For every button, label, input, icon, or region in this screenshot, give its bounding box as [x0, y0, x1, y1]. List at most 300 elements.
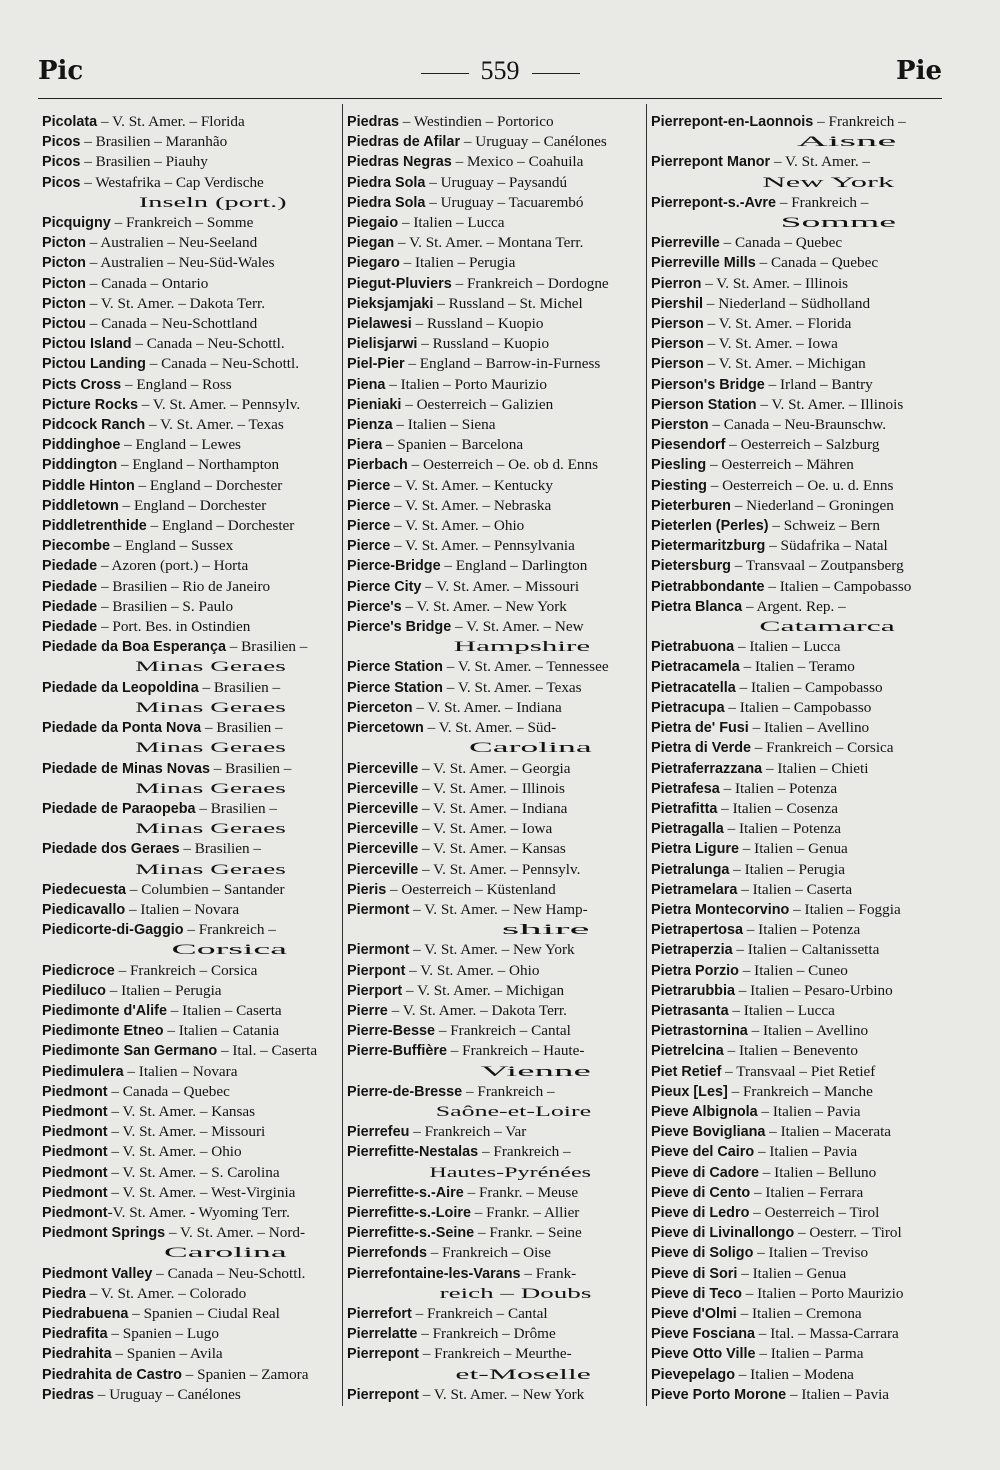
location-details: – Italien – Catania: [163, 1022, 280, 1040]
entry-continuation: Carolina: [163, 1244, 287, 1262]
gazetteer-entry: [347, 1243, 643, 1263]
gazetteer-entry: [42, 253, 338, 273]
place-name: Piddle Hinton: [42, 477, 135, 494]
location-details: – V. St. Amer. – Süd-: [423, 719, 557, 737]
place-name: Piedicroce: [42, 962, 115, 979]
place-name: Pievepelago: [651, 1366, 735, 1383]
place-name: Picton: [42, 255, 86, 272]
gazetteer-entry: [42, 880, 338, 900]
location-details: – Frankreich – Drôme: [417, 1325, 556, 1343]
place-name: Pierpont: [347, 962, 406, 979]
place-name: Piedade: [42, 619, 98, 636]
place-name: Pierrelatte: [347, 1326, 418, 1343]
location-details: – Brasilien –: [209, 759, 292, 777]
location-details: – Oesterreich – Mähren: [706, 456, 854, 474]
location-details: – England – Sussex: [109, 537, 234, 555]
place-name: Pictou: [42, 316, 86, 333]
location-details: – Frankreich –: [776, 193, 869, 211]
location-details: – Oesterreich – Tirol: [749, 1203, 880, 1221]
location-details: – V. St. Amer. – Nord-: [165, 1224, 306, 1242]
place-name: Pieve d'Olmi: [651, 1305, 737, 1322]
gazetteer-entry: [347, 779, 643, 799]
location-details: – Port. Bes. in Ostindien: [97, 618, 251, 636]
gazetteer-entry: [42, 839, 338, 859]
location-details: – V. St. Amer. – Iowa: [703, 335, 838, 353]
gazetteer-entry: [651, 961, 947, 981]
place-name: Piedmont: [42, 1164, 108, 1181]
column-1: [42, 112, 338, 1405]
entry-continuation: Inseln (port.): [138, 193, 287, 211]
gazetteer-entry: [42, 1304, 338, 1324]
gazetteer-entry: [651, 900, 947, 920]
location-details: – Frankreich – Var: [409, 1123, 527, 1141]
location-details: – Frankr. – Allier: [470, 1203, 580, 1221]
location-details: – Italien – Benevento: [723, 1042, 858, 1060]
location-details: – Frankreich – Manche: [727, 1082, 873, 1100]
location-details: – Ital. – Caserta: [217, 1042, 318, 1060]
location-details: – V. St. Amer. – Illinois: [701, 274, 849, 292]
place-name: Pietra Blanca: [651, 598, 743, 615]
location-details: – Italien – Campobasso: [724, 698, 872, 716]
location-details: – Mexico – Coahuila: [451, 153, 584, 171]
location-details: – V. St. Amer. – Nebraska: [390, 496, 552, 514]
gazetteer-entry: [42, 112, 338, 132]
gazetteer-entry: [347, 233, 643, 253]
gazetteer-entry: [651, 637, 947, 657]
location-details: – Italien – Lucca: [728, 1001, 835, 1019]
place-name: Piedmont: [42, 1083, 108, 1100]
place-name: Piedras: [347, 114, 399, 130]
gazetteer-entry: [347, 152, 643, 172]
location-details: – V. St. Amer. – New: [451, 618, 584, 636]
entry-continuation: Vienne: [480, 1062, 591, 1080]
gazetteer-entry: [42, 314, 338, 334]
place-name: Picolata: [42, 114, 98, 130]
gazetteer-entry: [42, 1223, 338, 1243]
gazetteer-entry: [42, 900, 338, 920]
place-name: Picos: [42, 134, 81, 151]
location-details: – V. St. Amer. – Indiana: [418, 799, 568, 817]
location-details: – Irland – Bantry: [764, 375, 873, 393]
place-name: Pierre-de-Bresse: [347, 1083, 463, 1100]
gazetteer-entry: [42, 152, 338, 172]
location-details: – Frankreich – Somme: [110, 214, 254, 232]
gazetteer-entry: [651, 1142, 947, 1162]
gazetteer-entry: [347, 395, 643, 415]
gazetteer-entry: [42, 1284, 338, 1304]
gazetteer-entry: [42, 1365, 338, 1385]
place-name: Pielawesi: [347, 316, 412, 333]
place-name: Piddinghoe: [42, 437, 121, 454]
gazetteer-entry: [347, 1041, 643, 1061]
place-name: Piedade de Minas Novas: [42, 760, 210, 777]
gazetteer-entry: [42, 294, 338, 314]
location-details: – Italien – Siena: [392, 416, 496, 434]
place-name: Piedimulera: [42, 1063, 124, 1080]
gazetteer-entry: [42, 577, 338, 597]
gazetteer-entry: [42, 1062, 338, 1082]
location-details: – Uruguay – Paysandú: [425, 173, 568, 191]
location-details: – V. St. Amer. – Pennsylv.: [137, 395, 301, 413]
gazetteer-entry: [347, 597, 643, 617]
place-name: Pierrefort: [347, 1305, 412, 1322]
place-name: Pieve Fosciana: [651, 1326, 755, 1343]
place-name: Piedade da Leopoldina: [42, 679, 199, 696]
gazetteer-entry: [42, 1183, 338, 1203]
gazetteer-entry: [651, 698, 947, 718]
place-name: Pietracamela: [651, 659, 740, 676]
place-name: Pierrefitte-Nestalas: [347, 1144, 479, 1161]
gazetteer-entry: [42, 375, 338, 395]
gazetteer-entry: [651, 577, 947, 597]
place-name: Piera: [347, 437, 383, 454]
entry-continuation: Minas Geraes: [135, 779, 286, 797]
gazetteer-entry: [651, 152, 947, 172]
location-details: – Ital. – Massa-Carrara: [755, 1325, 899, 1343]
gazetteer-entry: [347, 880, 643, 900]
place-name: Piershil: [651, 295, 703, 312]
gazetteer-entry: [347, 496, 643, 516]
entry-continuation: Aisne: [796, 133, 897, 151]
gazetteer-entry: [651, 334, 947, 354]
gazetteer-entry: [347, 536, 643, 556]
place-name: Pietraferrazzana: [651, 760, 763, 777]
place-name: Pierce: [347, 477, 391, 494]
place-name: Pierceville: [347, 861, 419, 878]
location-details: – Italien – Potenza: [723, 820, 842, 838]
column-3: [651, 112, 947, 1405]
location-details: – Frankreich –: [462, 1082, 555, 1100]
gazetteer-entry: [42, 637, 338, 657]
entry-continuation: et-Moselle: [455, 1365, 591, 1383]
gazetteer-entry: [42, 1385, 338, 1405]
gazetteer-entry: [651, 738, 947, 758]
place-name: Pieve del Cairo: [651, 1144, 755, 1161]
gazetteer-entry: [42, 1122, 338, 1142]
gazetteer-entry: [347, 132, 643, 152]
location-details: – Oesterreich – Galizien: [401, 395, 554, 413]
gazetteer-entry: [347, 759, 643, 779]
gazetteer-entry: [42, 334, 338, 354]
place-name: Piedmont: [42, 1103, 108, 1120]
gazetteer-entry: [651, 455, 947, 475]
location-details: – Italien – Perugia: [729, 860, 845, 878]
place-name: Pieve di Cento: [651, 1184, 751, 1201]
location-details: – Canada – Neu-Schottland: [85, 315, 258, 333]
place-name: Pietrelcina: [651, 1043, 724, 1060]
location-details: – Oesterreich – Salzburg: [725, 436, 880, 454]
gazetteer-entry: [651, 294, 947, 314]
location-details: – Niederland – Südholland: [703, 294, 871, 312]
running-head-right: Pie: [896, 56, 942, 86]
location-details: – Italien – Cuneo: [738, 961, 848, 979]
gazetteer-entry: [651, 799, 947, 819]
location-details: – England – Dorchester: [146, 517, 295, 535]
location-details: – Italien – Caserta: [737, 880, 853, 898]
gazetteer-entry: [347, 1082, 643, 1102]
gazetteer-entry: [42, 617, 338, 637]
gazetteer-entry: [651, 839, 947, 859]
place-name: Pieve di Soligo: [651, 1245, 754, 1262]
gazetteer-entry: [651, 860, 947, 880]
gazetteer-entry: [651, 1203, 947, 1223]
gazetteer-entry: [42, 759, 338, 779]
place-name: Piedade dos Geraes: [42, 841, 180, 858]
place-name: Pieris: [347, 881, 387, 898]
place-name: Pietramelara: [651, 881, 738, 898]
gazetteer-entry: [347, 1344, 643, 1364]
place-name: Pieterburen: [651, 497, 731, 514]
location-details: – Italien – Porto Maurizio: [741, 1284, 904, 1302]
gazetteer-entry: [651, 1041, 947, 1061]
location-details: – Frankr. – Meuse: [463, 1183, 579, 1201]
location-details: – Italien – Novara: [123, 1062, 238, 1080]
gazetteer-entry: [651, 496, 947, 516]
gazetteer-entry: [347, 860, 643, 880]
gazetteer-entry: [651, 1062, 947, 1082]
location-details: – Italien – Ferrara: [750, 1183, 864, 1201]
gazetteer-entry: [347, 617, 643, 637]
place-name: Piecombe: [42, 538, 110, 555]
gazetteer-entry: [347, 193, 643, 213]
location-details: – Italien – Genua: [737, 1264, 847, 1282]
entry-continuation: Catamarca: [759, 618, 895, 636]
place-name: Pietrafesa: [651, 780, 720, 797]
place-name: Pietra di Verde: [651, 740, 751, 757]
gazetteer-entry: [347, 476, 643, 496]
gazetteer-entry: [42, 516, 338, 536]
gazetteer-entry: [347, 819, 643, 839]
gazetteer-entry: [347, 1021, 643, 1041]
gazetteer-entry: [347, 1385, 643, 1405]
running-head-left: Pic: [38, 56, 84, 86]
place-name: Pieniaki: [347, 396, 402, 413]
gazetteer-entry: [651, 1001, 947, 1021]
place-name: Picton: [42, 275, 86, 292]
place-name: Pietra de' Fusi: [651, 720, 749, 737]
location-details: – Frankr. – Seine: [474, 1224, 582, 1242]
entry-continuation: shire: [501, 921, 590, 939]
gazetteer-entry: [651, 536, 947, 556]
gazetteer-entry: [347, 1001, 643, 1021]
place-name: Pietraperzia: [651, 942, 733, 959]
location-details: – Westafrika – Cap Verdische: [80, 173, 264, 191]
location-details: – V. St. Amer. – Iowa: [418, 820, 553, 838]
location-details: – V. St. Amer. – New York: [401, 597, 567, 615]
location-details: – Niederland – Groningen: [730, 496, 894, 514]
location-details: – Australien – Neu-Süd-Wales: [85, 254, 275, 272]
place-name: Piedade: [42, 578, 98, 595]
gazetteer-entry: [651, 1264, 947, 1284]
location-details: – Italien – Perugia: [105, 981, 222, 999]
gazetteer-entry: [347, 455, 643, 475]
location-details: – Oesterreich – Oe. u. d. Enns: [706, 476, 894, 494]
location-details: – Italien – Novara: [125, 900, 240, 918]
place-name: Piedmont Valley: [42, 1265, 153, 1282]
gazetteer-entry: [347, 375, 643, 395]
location-details: – Italien – Potenza: [742, 921, 861, 939]
place-name: Piedmont: [42, 1124, 108, 1141]
place-name: Piena: [347, 376, 386, 393]
entry-continuation: reich – Doubs: [439, 1284, 592, 1302]
place-name: Pielisjarwi: [347, 336, 418, 353]
place-name: Pierrefitte-s.-Seine: [347, 1225, 475, 1242]
gazetteer-entry: [347, 961, 643, 981]
location-details: – Frankreich – Oise: [426, 1244, 551, 1262]
gazetteer-entry: [347, 1324, 643, 1344]
place-name: Pierreville Mills: [651, 255, 756, 272]
location-details: – Italien – Pavia: [757, 1102, 861, 1120]
place-name: Piddletrenthide: [42, 518, 147, 535]
gazetteer-entry: [42, 1324, 338, 1344]
page-number-block: [0, 56, 1000, 86]
place-name: Pictou Landing: [42, 356, 146, 373]
gazetteer-entry: [42, 718, 338, 738]
place-name: Pietermaritzburg: [651, 538, 766, 555]
entry-continuation: Hautes-Pyrénées: [429, 1163, 592, 1181]
entry-continuation: Carolina: [468, 739, 592, 757]
location-details: – Italien – Modena: [734, 1365, 854, 1383]
gazetteer-entry: [651, 1324, 947, 1344]
place-name: Piesling: [651, 457, 707, 474]
location-details: – Brasilien – Maranhão: [80, 133, 228, 151]
gazetteer-entry: [347, 435, 643, 455]
location-details: – Columbien – Santander: [126, 880, 285, 898]
location-details: – Canada – Neu-Schottl.: [145, 355, 300, 373]
gazetteer-entry: [347, 173, 643, 193]
place-name: Piddletown: [42, 497, 119, 514]
location-details: – Canada – Ontario: [85, 274, 209, 292]
place-name: Pietrastornina: [651, 1023, 748, 1040]
location-details: – Italien – Potenza: [719, 779, 838, 797]
location-details: – Uruguay – Canélones: [460, 133, 607, 151]
place-name: Pietrarubbia: [651, 982, 735, 999]
location-details: – Frankreich – Meurthe-: [418, 1345, 572, 1363]
place-name: Pierrepont Manor: [651, 154, 771, 171]
gazetteer-entry: [347, 577, 643, 597]
place-name: Pierrefitte-s.-Aire: [347, 1184, 464, 1201]
location-details: – Uruguay – Canélones: [94, 1385, 241, 1403]
location-details: – V. St. Amer. – Missouri: [107, 1123, 266, 1141]
place-name: Piedicorte-di-Gaggio: [42, 922, 184, 939]
location-details: – Azoren (port.) – Horta: [97, 557, 249, 575]
gazetteer-entry: [347, 516, 643, 536]
header-dash-right: [532, 73, 580, 74]
place-name: Pietrabuona: [651, 639, 735, 656]
gazetteer-entry: [651, 718, 947, 738]
location-details: – V. St. Amer. – Ohio: [390, 517, 525, 535]
gazetteer-entry: [42, 678, 338, 698]
column-2: [347, 112, 643, 1405]
place-name: Piermont: [347, 901, 410, 918]
place-name: Piedmont Springs: [42, 1225, 166, 1242]
gazetteer-entry: [42, 233, 338, 253]
gazetteer-entry: [347, 294, 643, 314]
gazetteer-entry: [347, 678, 643, 698]
place-name: Pierce Station: [347, 659, 443, 676]
location-details: – Frankreich – Cantal: [411, 1304, 548, 1322]
location-details: – Canada – Quebec: [107, 1082, 230, 1100]
gazetteer-entry: [347, 1223, 643, 1243]
gazetteer-entry: [347, 1142, 643, 1162]
gazetteer-entry: [651, 253, 947, 273]
location-details: – Frank-: [520, 1264, 577, 1282]
place-name: Pierre-Buffière: [347, 1043, 447, 1060]
place-name: Pietersburg: [651, 558, 731, 575]
place-name: Pierrepont-s.-Avre: [651, 194, 777, 211]
gazetteer-entry: [347, 698, 643, 718]
entry-continuation: Somme: [780, 214, 897, 232]
gazetteer-entry: [42, 920, 338, 940]
location-details: – V. St. Amer. – Georgia: [418, 759, 571, 777]
location-details: – Italien – Avellino: [748, 719, 870, 737]
location-details: – Uruguay – Tacuarembó: [425, 193, 584, 211]
gazetteer-entry: [651, 274, 947, 294]
place-name: Piel-Pier: [347, 356, 405, 373]
place-name: Piedras: [42, 1386, 94, 1403]
gazetteer-entry: [42, 1021, 338, 1041]
place-name: Pierson: [651, 336, 704, 353]
place-name: Pierport: [347, 982, 403, 999]
place-name: Pietragalla: [651, 821, 724, 838]
gazetteer-entry: [347, 799, 643, 819]
place-name: Pieve di Sori: [651, 1265, 738, 1282]
gazetteer-entry: [347, 253, 643, 273]
location-details: – England – Darlington: [440, 557, 588, 575]
place-name: Pierson: [651, 356, 704, 373]
location-details: – Brasilien –: [201, 719, 283, 737]
location-details: – Transvaal – Piet Retief: [721, 1062, 876, 1080]
gazetteer-entry: [651, 657, 947, 677]
location-details: – V. St. Amer. – Illinois: [756, 395, 904, 413]
place-name: Pieve di Ledro: [651, 1204, 750, 1221]
location-details: – V. St. Amer. – Ohio: [405, 961, 540, 979]
location-details: – England – Dorchester: [118, 496, 267, 514]
gazetteer-entry: [651, 556, 947, 576]
gazetteer-entry: [42, 132, 338, 152]
location-details: – Oesterreich – Küstenland: [386, 880, 556, 898]
gazetteer-entry: [651, 516, 947, 536]
gazetteer-entry: [651, 1243, 947, 1263]
gazetteer-entry: [42, 1082, 338, 1102]
gazetteer-entry: [42, 536, 338, 556]
location-details: – Schweiz – Bern: [768, 517, 880, 535]
location-details: – V. St. Amer. – Florida: [703, 315, 852, 333]
column-divider-1: [342, 104, 343, 1406]
location-details: – Brasilien –: [225, 638, 308, 656]
location-details: – Russland – Kuopio: [411, 315, 544, 333]
location-details: – Italien – Caserta: [166, 1001, 282, 1019]
entry-continuation: Hampshire: [453, 638, 591, 656]
header-dash-left: [421, 73, 469, 74]
gazetteer-entry: [651, 1344, 947, 1364]
location-details: – Brasilien – S. Paulo: [97, 597, 234, 615]
place-name: Pienza: [347, 417, 393, 434]
location-details: – V. St. Amer. – West-Virginia: [107, 1183, 296, 1201]
place-name: Pierce: [347, 518, 391, 535]
place-name: Piedra Sola: [347, 174, 426, 191]
location-details: – V. St. Amer. – Kentucky: [390, 476, 553, 494]
place-name: Pierson's Bridge: [651, 376, 765, 393]
location-details: – England – Northampton: [117, 456, 280, 474]
gazetteer-entry: [42, 213, 338, 233]
gazetteer-entry: [651, 759, 947, 779]
location-details: – V. St. Amer. – Pennsylvania: [390, 537, 575, 555]
place-name: Piedra Sola: [347, 194, 426, 211]
location-details: – V. St. Amer. – Kansas: [107, 1102, 256, 1120]
gazetteer-entry: [651, 819, 947, 839]
location-details: – Italien – Teramo: [739, 658, 855, 676]
